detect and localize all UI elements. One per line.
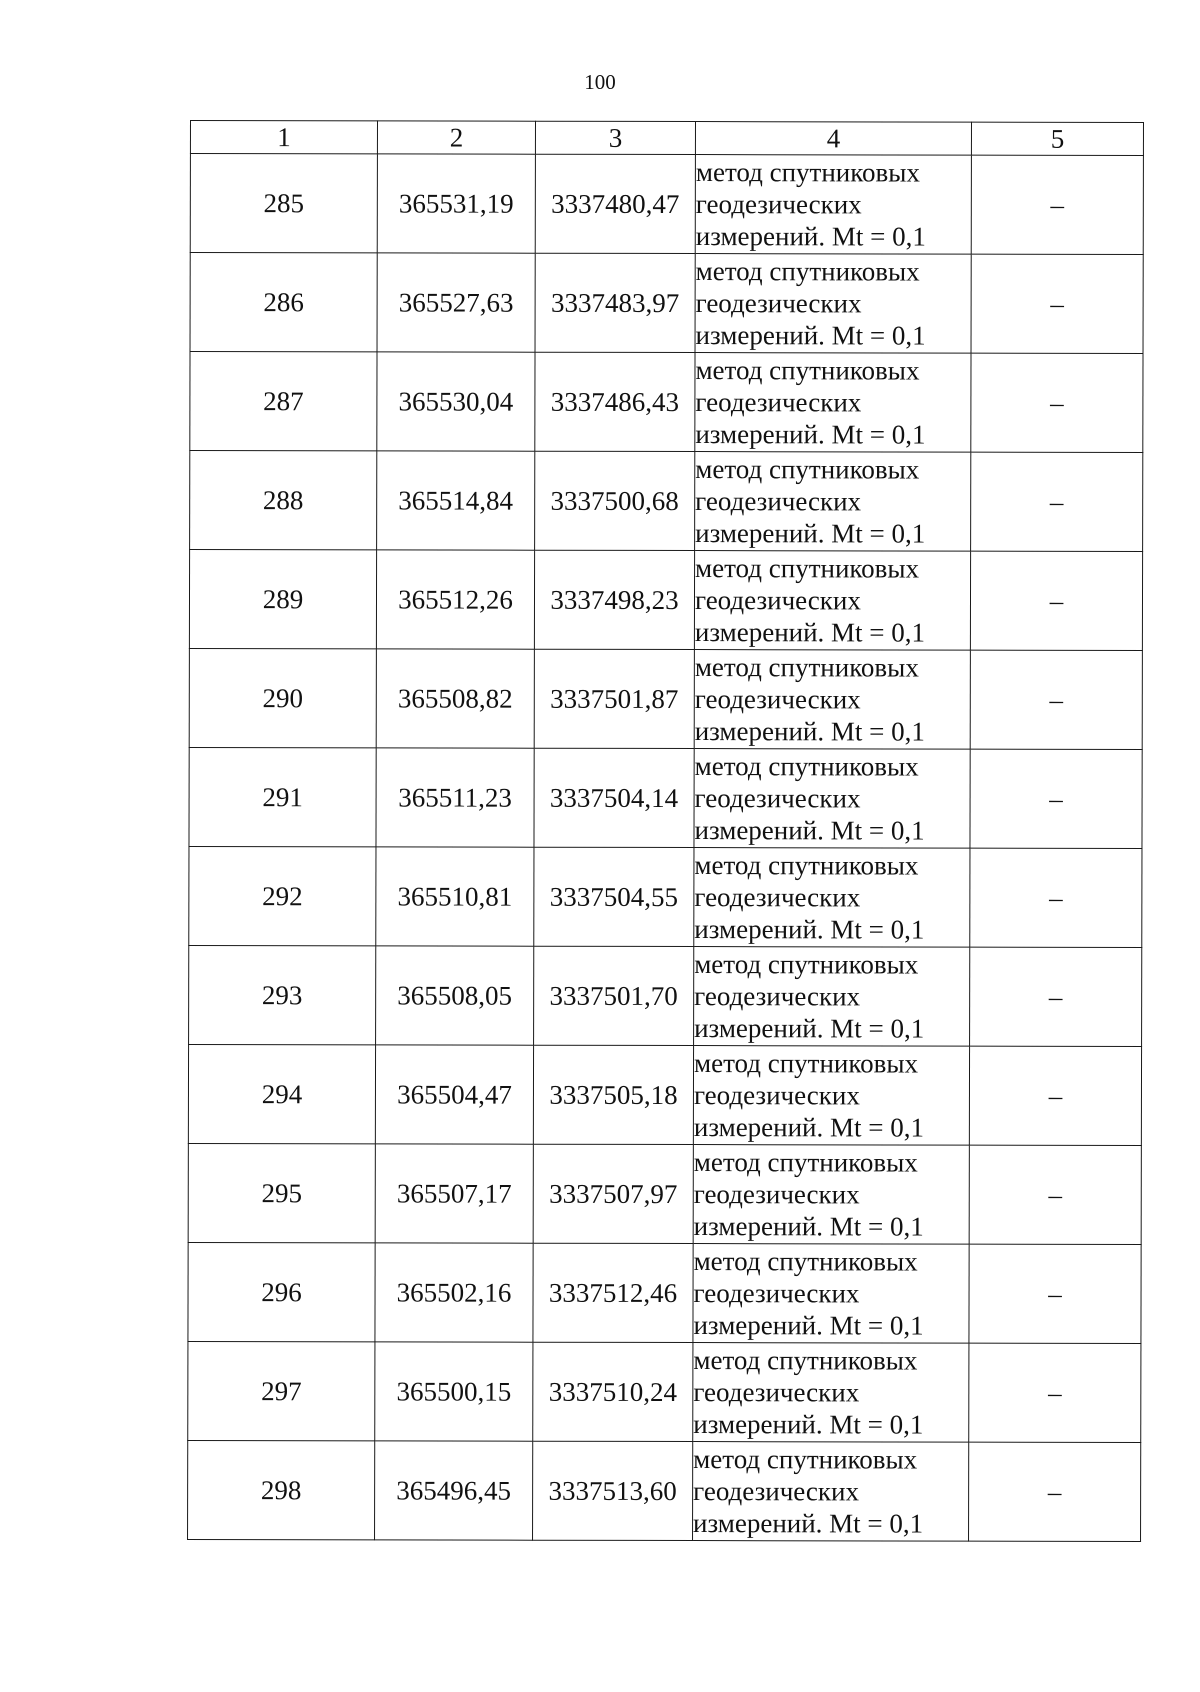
method-line: измерений. Mt = 0,1 <box>695 419 926 450</box>
method-line: измерений. Mt = 0,1 <box>695 518 926 549</box>
table-row <box>189 550 1142 651</box>
method-line: геодезических <box>693 1377 860 1408</box>
method-line: измерений. Mt = 0,1 <box>693 1310 924 1341</box>
table-row <box>188 1440 1141 1541</box>
x-coordinate-cell: 365511,23 <box>376 748 534 847</box>
note-cell: – <box>971 353 1143 452</box>
x-coordinate-cell: 365507,17 <box>375 1144 533 1243</box>
method-cell <box>695 254 971 354</box>
table-row <box>190 154 1143 255</box>
method-cell <box>695 155 971 255</box>
point-number-cell: 285 <box>190 154 377 253</box>
method-cell <box>695 353 971 453</box>
point-number-cell: 287 <box>190 352 377 451</box>
table-row <box>189 846 1142 947</box>
x-coordinate-cell: 365500,15 <box>375 1342 533 1441</box>
method-cell <box>694 551 970 651</box>
y-coordinate-cell: 3337501,87 <box>534 649 694 748</box>
page-number: 100 <box>584 70 616 94</box>
method-line: геодезических <box>694 783 861 814</box>
method-line: геодезических <box>694 684 861 715</box>
y-coordinate-cell: 3337483,97 <box>535 253 695 352</box>
point-number-cell: 293 <box>189 945 376 1044</box>
method-line: геодезических <box>695 189 862 220</box>
header-row <box>190 121 1143 156</box>
table-row <box>188 1341 1141 1442</box>
x-coordinate-cell: 365502,16 <box>375 1243 533 1342</box>
table-row <box>188 1143 1141 1244</box>
method-line: измерений. Mt = 0,1 <box>694 617 926 648</box>
y-coordinate-cell: 3337510,24 <box>533 1342 693 1441</box>
method-line: метод спутниковых <box>695 157 920 188</box>
x-coordinate-cell: 365508,82 <box>376 649 534 748</box>
method-line: измерений. Mt = 0,1 <box>694 1013 925 1044</box>
table-row <box>190 253 1143 354</box>
method-cell <box>694 848 970 948</box>
table-row <box>189 747 1142 848</box>
method-line: метод спутниковых <box>694 850 919 881</box>
point-number-cell: 295 <box>188 1143 375 1242</box>
method-line: измерений. Mt = 0,1 <box>693 1112 925 1143</box>
note-cell: – <box>971 254 1143 353</box>
point-number-cell: 291 <box>189 747 376 846</box>
method-line: геодезических <box>693 1278 860 1309</box>
column-header-5: 5 <box>971 122 1143 155</box>
method-line: геодезических <box>694 585 861 616</box>
y-coordinate-cell: 3337512,46 <box>533 1243 693 1342</box>
note-cell: – <box>971 452 1143 551</box>
x-coordinate-cell: 365531,19 <box>377 154 535 253</box>
point-number-cell: 292 <box>189 846 376 945</box>
method-line: измерений. Mt = 0,1 <box>693 1211 924 1242</box>
y-coordinate-cell: 3337504,14 <box>534 748 694 847</box>
method-line: измерений. Mt = 0,1 <box>693 1508 924 1539</box>
method-line: измерений. Mt = 0,1 <box>693 1409 924 1440</box>
method-cell <box>695 452 971 552</box>
note-cell: – <box>969 1343 1141 1442</box>
x-coordinate-cell: 365508,05 <box>376 946 534 1045</box>
column-header-1: 1 <box>190 121 377 154</box>
point-number-cell: 296 <box>188 1242 375 1341</box>
method-line: геодезических <box>694 981 861 1012</box>
method-line: метод спутниковых <box>695 355 920 386</box>
y-coordinate-cell: 3337504,55 <box>534 847 694 946</box>
x-coordinate-cell: 365514,84 <box>377 451 535 550</box>
method-cell <box>693 1343 969 1443</box>
y-coordinate-cell: 3337480,47 <box>535 154 695 253</box>
method-cell <box>693 1442 969 1542</box>
table-row <box>188 1044 1141 1145</box>
x-coordinate-cell: 365510,81 <box>376 847 534 946</box>
method-cell <box>693 1244 969 1344</box>
method-line: метод спутниковых <box>694 949 919 980</box>
y-coordinate-cell: 3337500,68 <box>535 451 695 550</box>
column-header-4: 4 <box>695 122 971 156</box>
x-coordinate-cell: 365504,47 <box>375 1045 533 1144</box>
y-coordinate-cell: 3337513,60 <box>533 1441 693 1540</box>
method-line: метод спутниковых <box>694 652 919 683</box>
method-line: измерений. Mt = 0,1 <box>695 221 926 252</box>
point-number-cell: 290 <box>189 648 376 747</box>
method-cell <box>694 650 970 750</box>
column-header-3: 3 <box>535 121 695 154</box>
note-cell: – <box>970 848 1142 947</box>
table-header <box>190 121 1143 156</box>
method-line: геодезических <box>694 882 861 913</box>
method-line: метод спутниковых <box>695 256 920 287</box>
method-line: метод спутниковых <box>693 1246 918 1277</box>
y-coordinate-cell: 3337505,18 <box>533 1045 693 1144</box>
method-line: метод спутниковых <box>693 1147 918 1178</box>
note-cell: – <box>969 1145 1141 1244</box>
method-line: измерений. Mt = 0,1 <box>694 914 925 945</box>
method-line: измерений. Mt = 0,1 <box>694 815 925 846</box>
y-coordinate-cell: 3337501,70 <box>534 946 694 1045</box>
note-cell: – <box>969 1046 1141 1145</box>
method-line: геодезических <box>693 1179 860 1210</box>
note-cell: – <box>970 650 1142 749</box>
note-cell: – <box>970 551 1142 650</box>
note-cell: – <box>971 155 1143 254</box>
method-cell <box>693 1145 969 1245</box>
table-row <box>189 945 1142 1046</box>
y-coordinate-cell: 3337507,97 <box>533 1144 693 1243</box>
point-number-cell: 294 <box>188 1044 375 1143</box>
table-body <box>188 154 1144 1542</box>
note-cell: – <box>970 947 1142 1046</box>
note-cell: – <box>969 1244 1141 1343</box>
method-cell <box>694 947 970 1047</box>
point-number-cell: 286 <box>190 253 377 352</box>
point-number-cell: 288 <box>190 451 377 550</box>
method-cell <box>694 749 970 849</box>
table-row <box>190 352 1143 453</box>
method-line: геодезических <box>693 1080 860 1111</box>
method-line: геодезических <box>695 486 862 517</box>
method-line: метод спутниковых <box>694 751 919 782</box>
y-coordinate-cell: 3337498,23 <box>534 550 694 649</box>
table-row <box>189 648 1142 749</box>
method-line: метод спутниковых <box>695 454 920 485</box>
x-coordinate-cell: 365527,63 <box>377 253 535 352</box>
coordinates-table <box>187 120 1144 1542</box>
method-line: геодезических <box>695 288 862 319</box>
point-number-cell: 298 <box>188 1440 375 1539</box>
note-cell: – <box>969 1442 1141 1541</box>
method-line: метод спутниковых <box>693 1345 918 1376</box>
method-line: измерений. Mt = 0,1 <box>695 320 926 351</box>
table-row <box>190 451 1143 552</box>
method-line: геодезических <box>693 1476 860 1507</box>
x-coordinate-cell: 365530,04 <box>377 352 535 451</box>
method-line: измерений. Mt = 0,1 <box>694 716 925 747</box>
point-number-cell: 289 <box>189 550 376 649</box>
method-line: метод спутниковых <box>695 553 920 584</box>
x-coordinate-cell: 365496,45 <box>375 1441 533 1540</box>
column-header-2: 2 <box>377 121 535 154</box>
table-row <box>188 1242 1141 1343</box>
method-line: метод спутниковых <box>693 1048 919 1079</box>
note-cell: – <box>970 749 1142 848</box>
method-line: метод спутниковых <box>693 1444 918 1475</box>
method-line: геодезических <box>695 387 862 418</box>
method-cell <box>693 1046 969 1146</box>
y-coordinate-cell: 3337486,43 <box>535 352 695 451</box>
x-coordinate-cell: 365512,26 <box>376 550 534 649</box>
point-number-cell: 297 <box>188 1341 375 1440</box>
